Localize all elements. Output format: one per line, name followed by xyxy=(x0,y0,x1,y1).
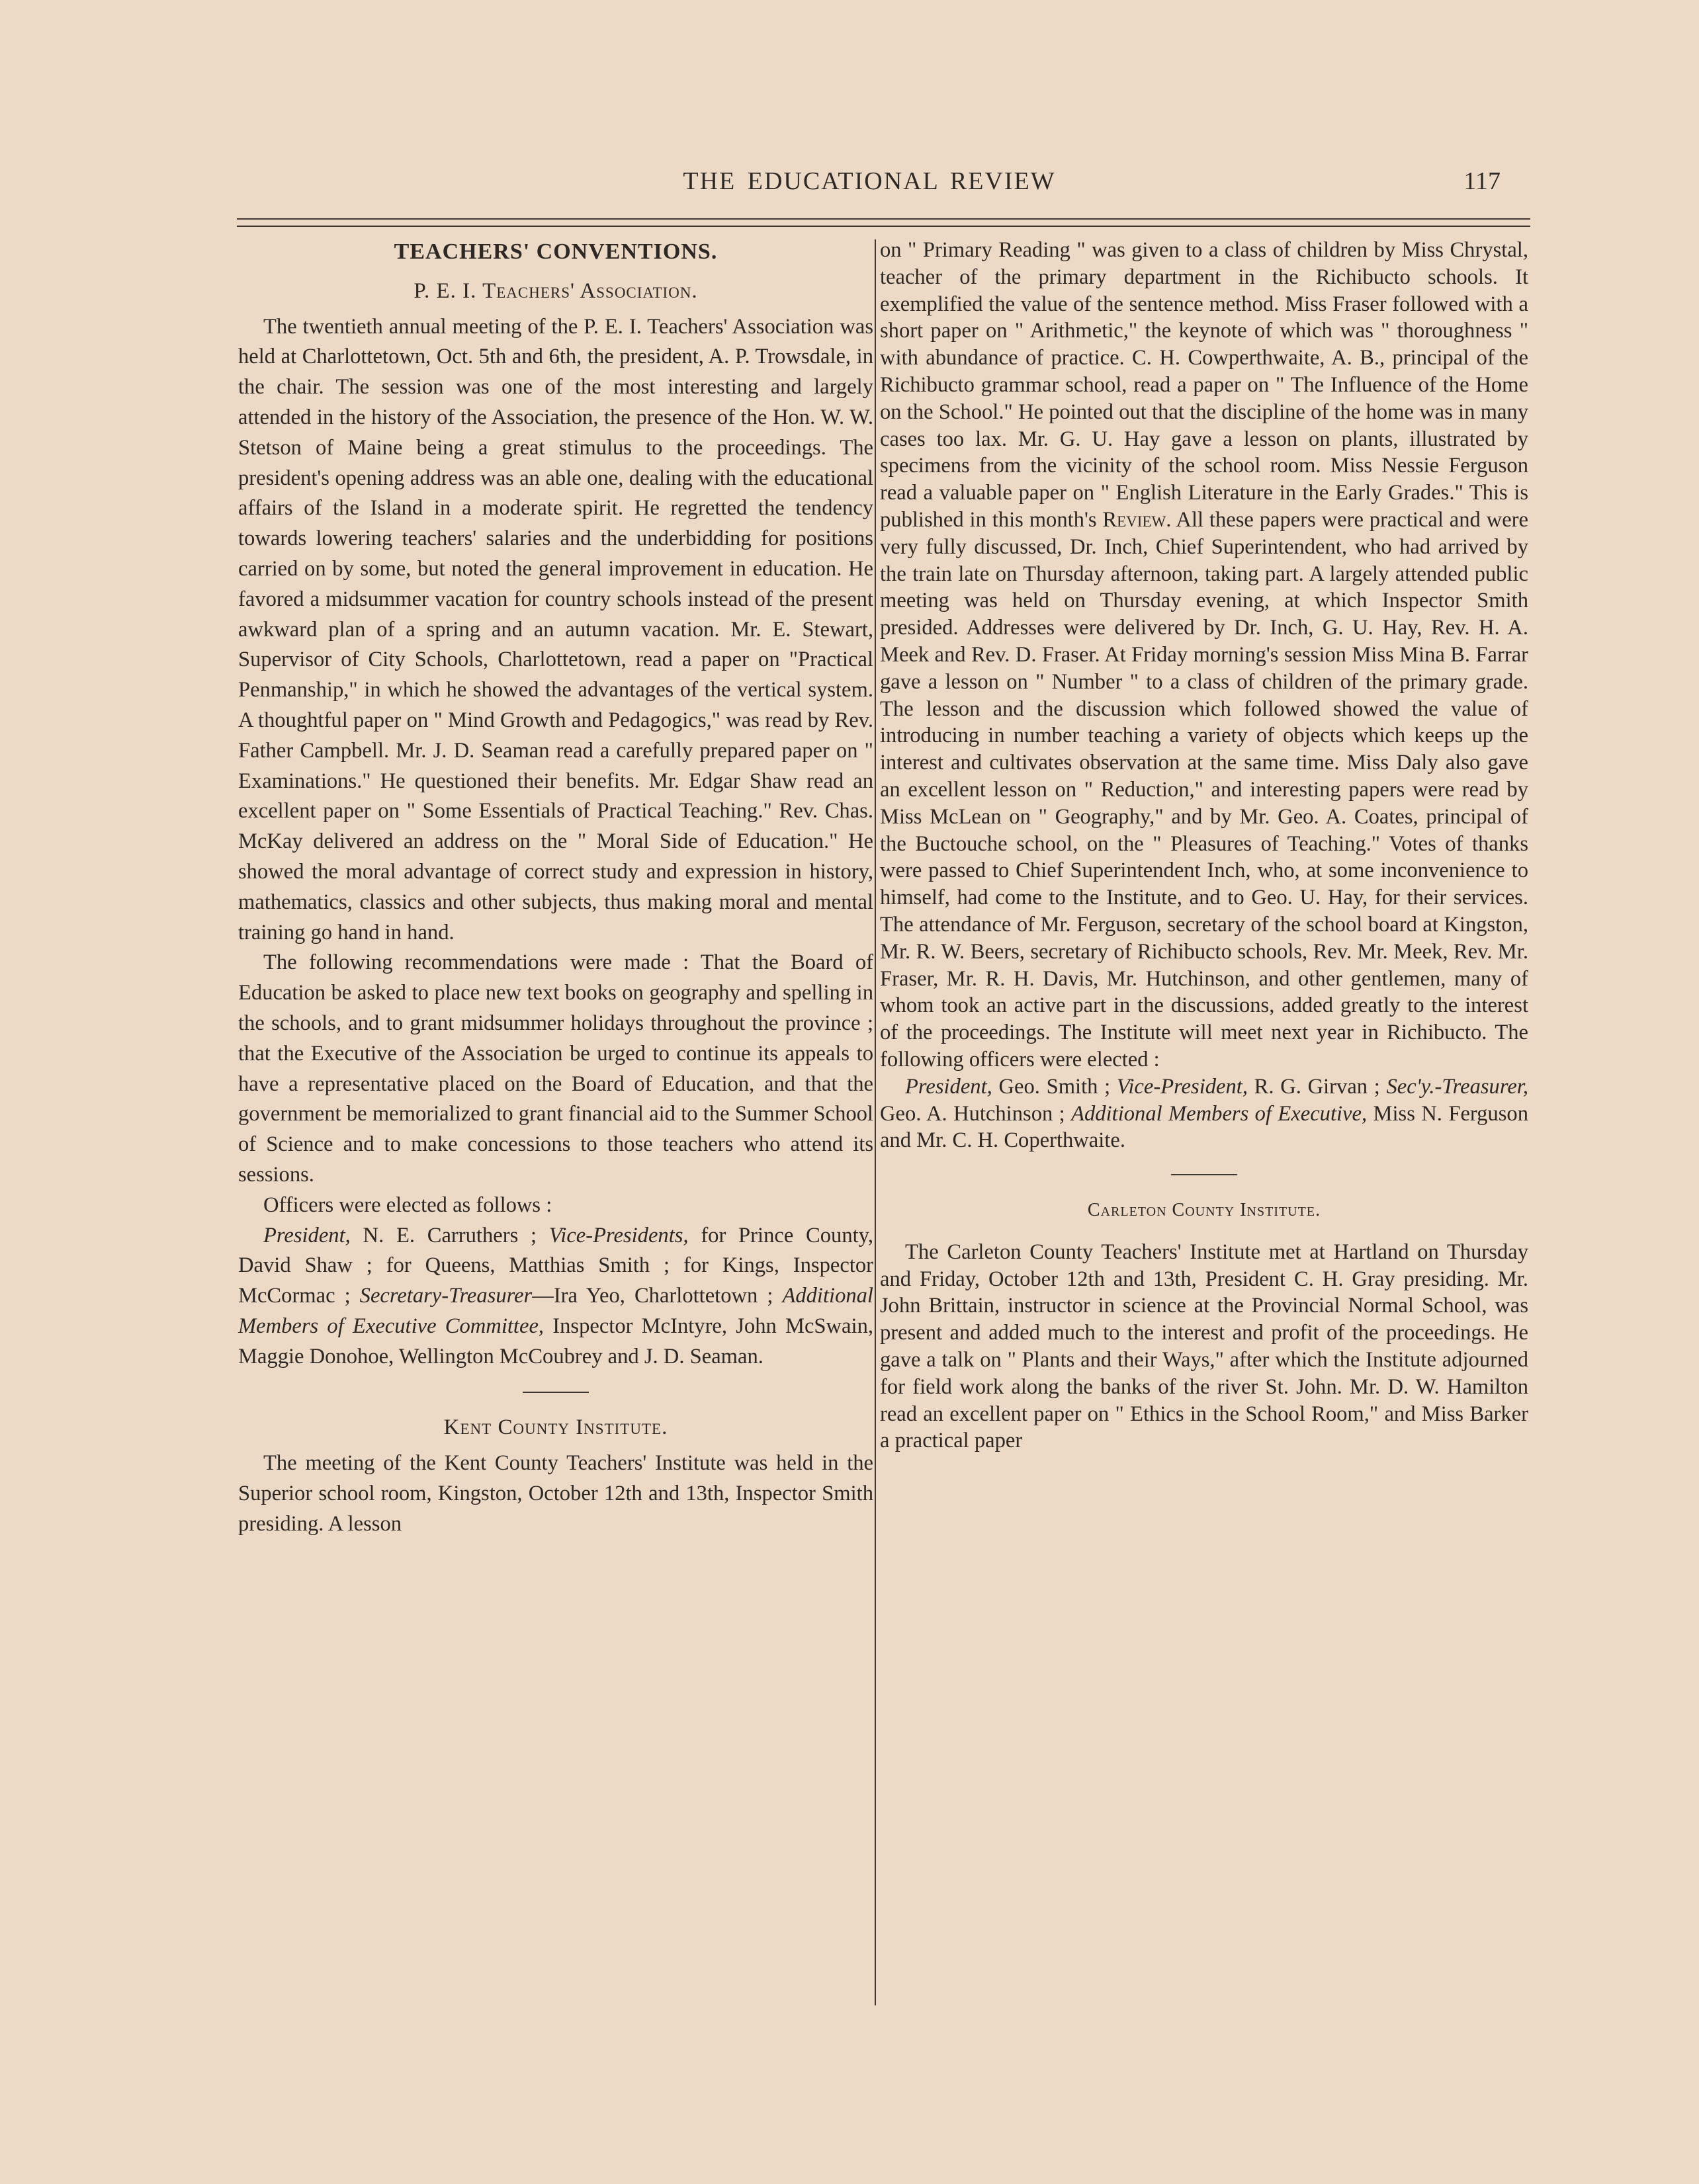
pei-add: Inspector McIntyre, John McSwain, Maggie Donohoe, Wellington McCoubrey and J. D. Seaman. xyxy=(238,1314,873,1368)
running-title: THE EDUCATIONAL REVIEW xyxy=(683,167,1056,195)
column-divider xyxy=(875,239,876,2005)
header-rule-top xyxy=(237,218,1530,220)
kent-continuation xyxy=(880,237,1528,1154)
section-rule xyxy=(523,1392,589,1393)
review-word: Review xyxy=(1102,507,1166,532)
kent-paragraph-1-cont xyxy=(880,237,1528,1073)
left-column xyxy=(238,237,873,1540)
kent-paragraph-1-start: The meeting of the Kent County Teachers' Institute was held in the Superior school room, Kingston, October 12th and 13th, Inspector Smith presiding. A lesson xyxy=(238,1451,873,1536)
pei-vp-label: Vice-Presidents, xyxy=(548,1223,689,1247)
pei-paragraph-2: The following recommendations were made : That the Board of Education be asked to place new text books on geography and spelling in the schools, and to grant midsummer holidays throughout the province ; that the Executive of the Association be urged to continue its appeals to have a representative placed on the Board of Education, and that the government be memorialized to grant financial aid to the Summer School of Science and to make concessions to those teachers who attend its sessions. xyxy=(238,950,873,1187)
kent-add: Miss N. Ferguson and Mr. C. H. Coperthwaite. xyxy=(880,1101,1528,1153)
pei-vp: for Prince County, David Shaw ; for Queens, Matthias Smith ; for Kings, Inspector McCormac ; xyxy=(238,1223,873,1308)
pei-sec-label: Secretary-Treasurer xyxy=(359,1284,533,1308)
right-column xyxy=(880,237,1528,1454)
pei-add-label: Additional Members of Executive Committee, xyxy=(238,1284,873,1338)
kent-president: Geo. Smith ; xyxy=(992,1074,1117,1099)
pei-paragraph-3: Officers were elected as follows : xyxy=(263,1193,552,1217)
kent-vp: R. G. Girvan ; xyxy=(1247,1074,1387,1099)
kent-text-a: on " Primary Reading " was given to a class of children by Miss Chrystal, teacher of the primary department in the Richibucto schools. It exemplified the value of the sentence method. Miss Fraser followed with a short paper on " Arithmetic," the keynote of which was " thoroughness " with abundance of practice. C. H. Cowperthwaite, A. B., principal of the Richibucto grammar school, read a paper on " The Influence of the Home on the School." He pointed out that the discipline of the home was in many cases too lax. Mr. G. U. Hay gave a lesson on plants, illustrated by specimens from the vicinity of the school room. Miss Nessie Ferguson read a valuable paper on " English Literature in the Early Grades." This is published in this month's xyxy=(880,238,1528,532)
pei-officers xyxy=(238,1221,873,1372)
kent-heading: Kent County Institute. xyxy=(443,1415,668,1440)
carleton-paragraph-1: The Carleton County Teachers' Institute met at Hartland on Thursday and Friday, October 12th and 13th, President C. H. Gray presiding. Mr. John Brittain, instructor in science at the Provincial Normal School, was present and added much to the interest and profit of the proceedings. He gave a talk on " Plants and their Ways," after which the Institute adjourned for field work along the banks of the river St. John. Mr. D. W. Hamilton read an excellent paper on " Ethics in the School Room," and Miss Barker a practical paper xyxy=(880,1239,1528,1453)
article-title: TEACHERS' CONVENTIONS. xyxy=(394,239,718,264)
kent-vp-label: Vice-President, xyxy=(1116,1074,1248,1099)
kent-sec: Geo. A. Hutchinson ; xyxy=(880,1101,1072,1126)
kent-president-label: President, xyxy=(905,1074,992,1099)
pei-president: N. E. Carruthers ; xyxy=(350,1223,549,1247)
section-rule-2 xyxy=(1171,1174,1237,1175)
page-header xyxy=(238,167,1501,206)
pei-paragraph-1: The twentieth annual meeting of the P. E. I. Teachers' Association was held at Charlottetown, Oct. 5th and 6th, the president, A. P. Trowsdale, in the chair. The session was one of the most interesting and largely attended in the history of the Association, the presence of the Hon. W. W. Stetson of Maine being a great stimulus to the proceedings. The president's opening address was an able one, dealing with the educational affairs of the Island in a moderate spirit. He regretted the tendency towards lowering teachers' salaries and the underbidding for positions carried on by some, but noted the general improvement in education. He favored a midsummer vacation for country schools instead of the present awkward plan of a spring and an autumn vacation. Mr. E. Stewart, Supervisor of City Schools, Charlottetown, read a paper on "Practical Penmanship," in which he showed the advantages of the vertical system. A thoughtful paper on " Mind Growth and Pedagogics," was read by Rev. Father Campbell. Mr. J. D. Seaman read a carefully prepared paper on " Examinations." He questioned their benefits. Mr. Edgar Shaw read an excellent paper on " Some Essentials of Practical Teaching." Rev. Chas. McKay delivered an address on the " Moral Side of Education." He showed the moral advantage of correct study and expression in history, mathematics, classics and other subjects, thus making moral and mental training go hand in hand. xyxy=(238,314,873,945)
carleton-heading: Carleton County Institute. xyxy=(1087,1200,1321,1221)
kent-add-label: Additional Members of Executive, xyxy=(1071,1101,1368,1126)
kent-officers xyxy=(880,1073,1528,1154)
pei-president-label: President, xyxy=(263,1223,351,1247)
kent-sec-label: Sec'y.-Treasurer, xyxy=(1386,1074,1528,1099)
header-rule-bottom xyxy=(237,226,1530,227)
pei-heading: P. E. I. Teachers' Association. xyxy=(414,278,698,303)
pei-sec: —Ira Yeo, Charlottetown ; xyxy=(532,1284,783,1308)
page-number: 117 xyxy=(1463,167,1501,195)
kent-text-b: . All these papers were practical and were very fully discussed, Dr. Inch, Chief Superintendent, who had arrived by the train late on Thursday afternoon, taking part. A largely attended public meeting was held on Thursday evening, at which Inspector Smith presided. Addresses were delivered by Dr. Inch, G. U. Hay, Rev. H. A. Meek and Rev. D. Fraser. At Friday morning's session Miss Mina B. Farrar gave a lesson on " Number " to a class of children of the primary grade. The lesson and the discussion which followed showed the value of introducing in number teaching a variety of objects which keeps up the interest and cultivates observation at the same time. Miss Daly also gave an excellent lesson on " Reduction," and interesting papers were read by Miss McLean on " Geography," and by Mr. Geo. A. Coates, principal of the Buctouche school, on the " Pleasures of Teaching." Votes of thanks were passed to Chief Superintendent Inch, who, at some inconvenience to himself, had come to the Institute, and to Geo. U. Hay, for their services. The attendance of Mr. Ferguson, secretary of the school board at Kingston, Mr. R. W. Beers, secretary of Richibucto schools, Rev. Mr. Meek, Rev. Mr. Fraser, Mr. R. H. Davis, Mr. Hutchinson, and other gentlemen, many of whom took an active part in the discussions, added greatly to the interest of the proceedings. The Institute will meet next year in Richibucto. The following officers were elected : xyxy=(880,507,1528,1071)
